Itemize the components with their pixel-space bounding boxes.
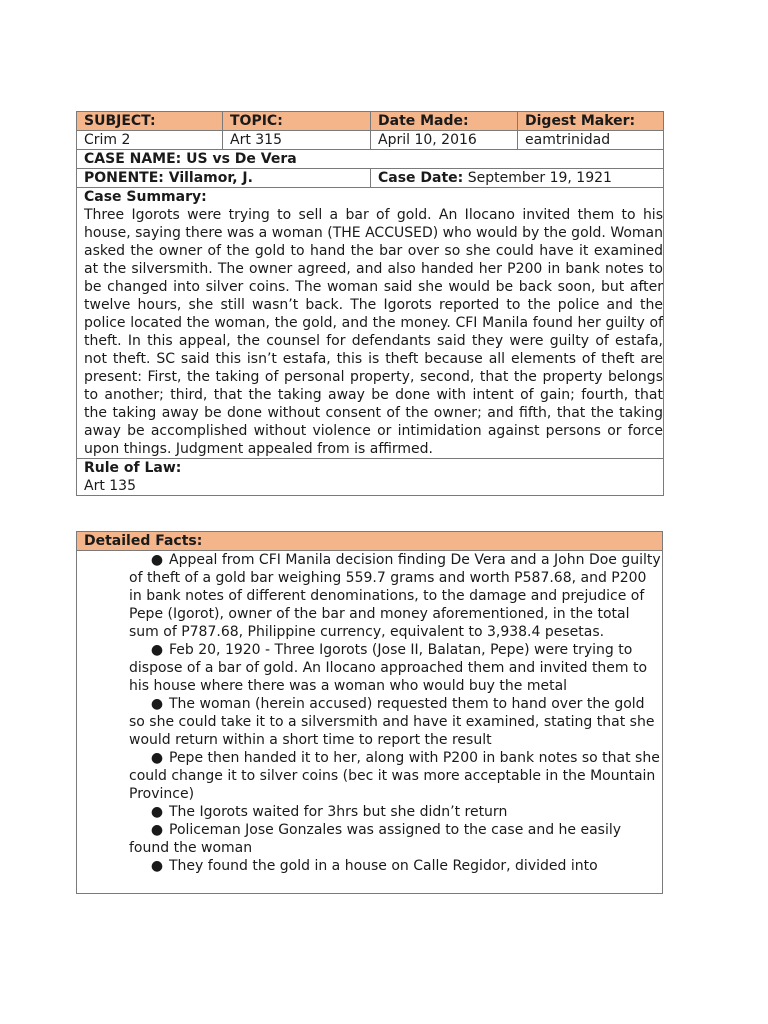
facts-header-row [77, 532, 663, 551]
header-row [77, 112, 664, 131]
bullet-icon: ● [150, 642, 164, 658]
date-made-value: April 10, 2016 [371, 131, 518, 150]
detailed-facts-table [76, 531, 663, 894]
bullet-icon: ● [150, 804, 164, 820]
digest-maker-value: eamtrinidad [518, 131, 664, 150]
bullet-icon: ● [150, 822, 164, 838]
fact-item [129, 857, 662, 875]
topic-label: TOPIC: [223, 112, 371, 131]
case-date-label: Case Date: [378, 170, 464, 186]
case-name-row [77, 150, 664, 169]
subject-value: Crim 2 [77, 131, 223, 150]
fact-text: The woman (herein accused) requested them to hand over the gold so she could take it to a silversmith and have it examined, stating that she would return within a short time to report the result [129, 696, 655, 748]
rule-of-law-row [77, 459, 664, 496]
detailed-facts-label: Detailed Facts: [77, 532, 663, 551]
bullet-icon: ● [150, 552, 164, 568]
rule-of-law-cell [77, 459, 664, 496]
case-name: CASE NAME: US vs De Vera [77, 150, 664, 169]
fact-text: Feb 20, 1920 - Three Igorots (Jose II, Balatan, Pepe) were trying to dispose of a bar of gold. An Ilocano approached them and invited them to his house where there was a woman who would buy the metal [129, 642, 648, 694]
ponente-row [77, 169, 664, 188]
fact-text: Appeal from CFI Manila decision finding De Vera and a John Doe guilty of theft of a gold bar weighing 559.7 grams and worth P587.68, and P200 in bank notes of different denominations, to the damage and prejudice of Pepe (Igorot), owner of the bar and money aforementioned, in the total sum of P787.68, Philippine currency, equivalent to 3,938.4 pesetas. [129, 552, 661, 640]
case-summary-cell [77, 188, 664, 459]
case-summary-label: Case Summary: [84, 189, 207, 205]
subject-label: SUBJECT: [77, 112, 223, 131]
topic-value: Art 315 [223, 131, 371, 150]
facts-body-row [77, 551, 663, 894]
fact-item [129, 641, 662, 695]
bullet-icon: ● [150, 858, 164, 874]
date-made-label: Date Made: [371, 112, 518, 131]
fact-text: Policeman Jose Gonzales was assigned to the case and he easily found the woman [129, 822, 622, 856]
case-date-value: September 19, 1921 [467, 170, 612, 186]
case-digest-table [76, 111, 664, 496]
digest-maker-label: Digest Maker: [518, 112, 664, 131]
rule-of-law-text: Art 135 [84, 478, 136, 494]
fact-item [129, 695, 662, 749]
case-summary-row [77, 188, 664, 459]
fact-text: The Igorots waited for 3hrs but she didn’t return [169, 804, 508, 820]
facts-body-cell [77, 551, 663, 894]
ponente: PONENTE: Villamor, J. [77, 169, 371, 188]
case-summary-text: Three Igorots were trying to sell a bar of gold. An Ilocano invited them to his house, saying there was a woman (THE ACCUSED) who would by the gold. Woman asked the owner of the gold to hand the bar over so she could have it examined at the silversmith. The owner agreed, and also handed her P200 in bank notes to be changed into silver coins. The woman said she would be back soon, but after twelve hours, she still wasn’t back. The Igorots reported to the police and the police located the woman, the gold, and the money. CFI Manila found her guilty of theft. In this appeal, the counsel for defendants said they were guilty of estafa, not theft. SC said this isn’t estafa, this is theft because all elements of theft are present: First, the taking of personal property, second, that the property belongs to another; third, that the taking away be done with intent of gain; fourth, that the taking away be done without consent of the owner; and fifth, that the taking away be accomplished without violence or intimidation against persons or force upon things. Judgment appealed from is affirmed. [84, 207, 663, 457]
values-row [77, 131, 664, 150]
bullet-icon: ● [150, 750, 164, 766]
facts-list [84, 551, 662, 875]
fact-item [129, 821, 662, 857]
case-date-cell [371, 169, 664, 188]
rule-of-law-label: Rule of Law: [84, 460, 182, 476]
bullet-icon: ● [150, 696, 164, 712]
fact-text: Pepe then handed it to her, along with P200 in bank notes so that she could change it to silver coins (bec it was more acceptable in the Mountain Province) [129, 750, 660, 802]
fact-item [129, 749, 662, 803]
fact-text: They found the gold in a house on Calle Regidor, divided into [169, 858, 598, 874]
fact-item [129, 551, 662, 641]
fact-item [129, 803, 662, 821]
